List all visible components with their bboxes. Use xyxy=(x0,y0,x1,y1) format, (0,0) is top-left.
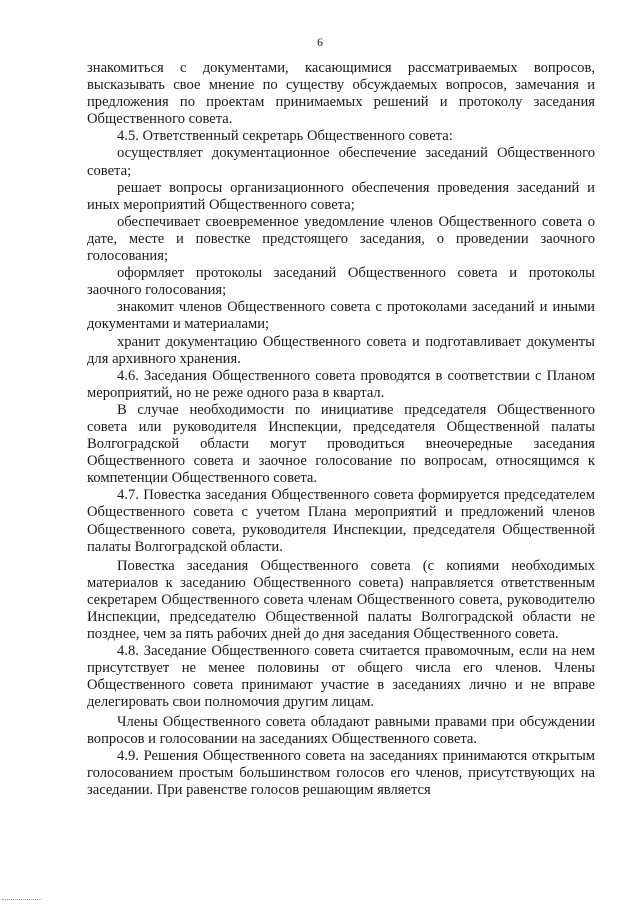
paragraph-4-9: 4.9. Решения Общественного совета на заседаниях принимаются открытым голосованием простым большинством голосов его членов, присутствующих на заседании. При равенстве голосов решающим является xyxy=(87,747,595,798)
paragraph: знакомиться с документами, касающимися рассматриваемых вопросов, высказывать свое мнение по существу обсуждаемых вопросов, замечания и предложения по проектам принимаемых решений и протоколу заседания Общественного совета. xyxy=(87,60,595,128)
paragraph: знакомит членов Общественного совета с протоколами заседаний и иными документами и материалами; xyxy=(87,299,595,333)
paragraph-4-7: 4.7. Повестка заседания Общественного совета формируется председателем Общественного совета с учетом Плана мероприятий и предложений членов Общественного совета, руководителя Инспекции, председателя Общественной палаты Волгоградской области. xyxy=(87,487,595,555)
paragraph: осуществляет документационное обеспечение заседаний Общественного совета; xyxy=(87,145,595,179)
document-body xyxy=(87,60,595,799)
paragraph: оформляет протоколы заседаний Общественного совета и протоколы заочного голосования; xyxy=(87,265,595,299)
paragraph: Повестка заседания Общественного совета (с копиями необходимых материалов к заседанию Общественного совета) направляется ответственным секретарем Общественного совета членам Общественного совета, руководителю Инспекции, председателю Общественной палаты Волгоградской области не позднее, чем за пять рабочих дней до дня заседания Общественного совета. xyxy=(87,557,595,643)
paragraph-4-6: 4.6. Заседания Общественного совета проводятся в соответствии с Планом мероприятий, но не реже одного раза в квартал. xyxy=(87,367,595,401)
page-number: 6 xyxy=(317,35,323,49)
paragraph: решает вопросы организационного обеспечения проведения заседаний и иных мероприятий Общественного совета; xyxy=(87,179,595,213)
paragraph: Члены Общественного совета обладают равными правами при обсуждении вопросов и голосовании на заседаниях Общественного совета. xyxy=(87,713,595,747)
paragraph: хранит документацию Общественного совета и подготавливает документы для архивного хранения. xyxy=(87,333,595,367)
scan-edge-mark xyxy=(2,899,42,903)
paragraph: обеспечивает своевременное уведомление членов Общественного совета о дате, месте и повестке предстоящего заседания, о проведении заочного голосования; xyxy=(87,213,595,265)
paragraph-4-8: 4.8. Заседание Общественного совета считается правомочным, если на нем присутствует не менее половины от общего числа его членов. Члены Общественного совета принимают участие в заседаниях лично и не вправе делегировать свои полномочия другим лицам. xyxy=(87,643,595,711)
section-heading-4-5: 4.5. Ответственный секретарь Общественного совета: xyxy=(117,128,453,145)
paragraph: В случае необходимости по инициативе председателя Общественного совета или руководителя Инспекции, председателя Общественной палаты Волгоградской области могут проводиться внеочередные заседания Общественного совета и заочное голосование по вопросам, относящимся к компетенции Общественного совета. xyxy=(87,401,595,487)
